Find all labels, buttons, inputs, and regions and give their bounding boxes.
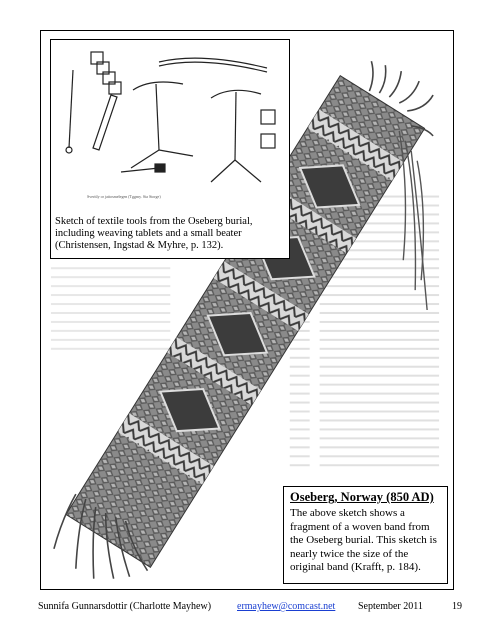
sketch-label: Sveritly or jattosmelegen (Tggmy. Sia Storge) (87, 194, 161, 199)
page-frame (40, 30, 454, 590)
caption-body: The above sketch shows a fragment of a woven band from the Oseberg burial. This sketch is nearly twice the size of the original band (Krafft, p. 184). (290, 507, 437, 573)
footer-email-link[interactable]: ermayhew@comcast.net (237, 601, 336, 612)
band-caption-box (283, 486, 448, 584)
inset-caption: Sketch of textile tools from the Oseberg burial, including weaving tablets and a small beater (Christensen, Ingstad & Myhre, p. 132). (55, 216, 253, 251)
faint-text-left (51, 265, 170, 355)
tools-sketch-box (50, 39, 290, 259)
page-footer (38, 601, 462, 615)
footer-date: September 2011 (358, 601, 423, 612)
tools-sketch (51, 40, 289, 210)
footer-author: Sunnifa Gunnarsdottir (Charlotte Mayhew) (38, 601, 212, 612)
caption-title: Oseberg, Norway (850 AD) (290, 490, 434, 504)
page-number: 19 (452, 601, 462, 612)
